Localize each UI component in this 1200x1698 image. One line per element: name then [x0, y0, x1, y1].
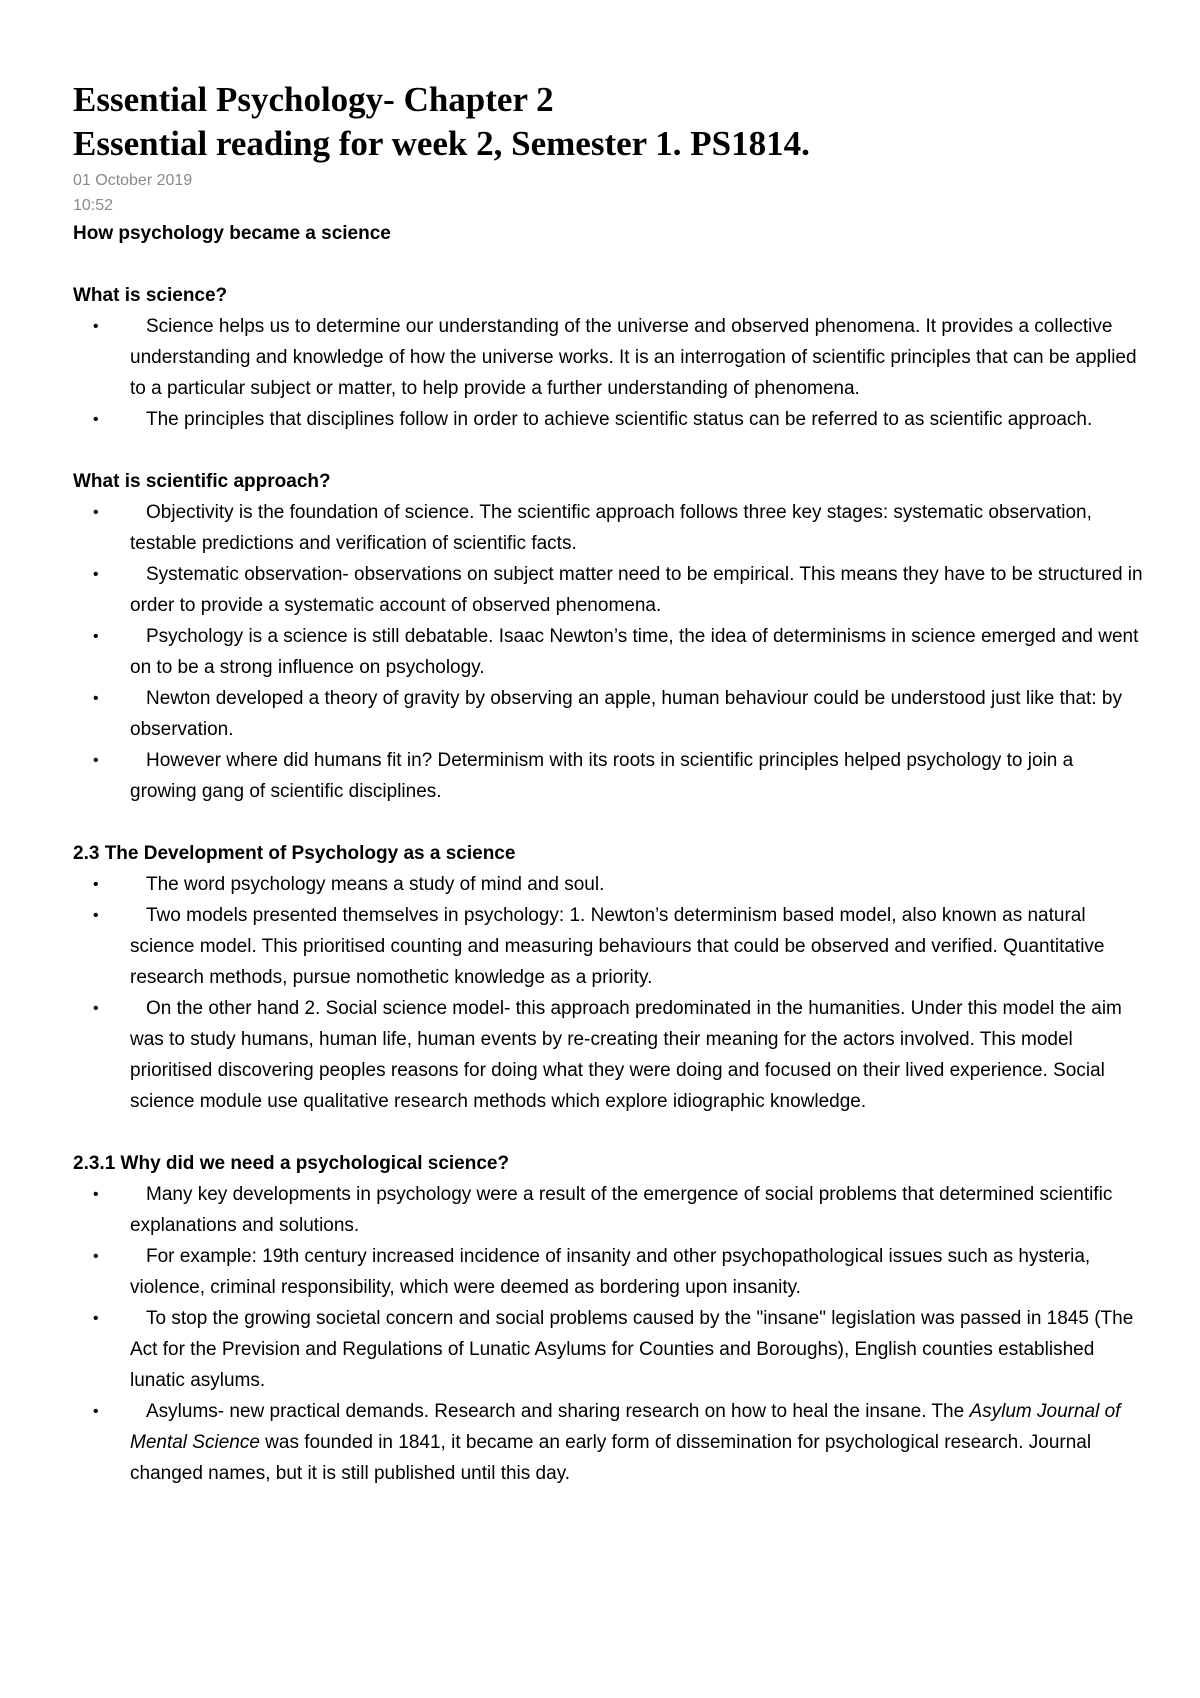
bullet-icon: • — [93, 752, 99, 769]
bullet-icon: • — [93, 1310, 99, 1327]
spacer — [73, 249, 1143, 280]
section-heading-scientific-approach: What is scientific approach? — [73, 471, 331, 492]
list-item: • Psychology is a science is still debatable. Isaac Newton’s time, the idea of determinisms in science emerged and went on to be a strong influence on psychology. — [73, 621, 1143, 683]
spacer — [73, 807, 1143, 838]
bullet-icon: • — [93, 504, 99, 521]
list-item: • Many key developments in psychology were a result of the emergence of social problems that determined scientific explanations and solutions. — [73, 1179, 1143, 1241]
bullet-icon: • — [93, 1000, 99, 1017]
bullet-icon: • — [93, 1403, 99, 1420]
page-title — [73, 78, 1143, 166]
section-heading-what-is-science: What is science? — [73, 285, 228, 306]
section-heading-why-needed: 2.3.1 Why did we need a psychological science? — [73, 1153, 510, 1174]
list-item: • The principles that disciplines follow in order to achieve scientific status can be referred to as scientific approach. — [73, 404, 1143, 435]
bullet-icon: • — [93, 907, 99, 924]
section-heading-development: 2.3 The Development of Psychology as a science — [73, 843, 516, 864]
bullet-list-scientific-approach — [73, 497, 1143, 807]
spacer — [73, 435, 1143, 466]
asylums-text-after: was founded in 1841, it became an early form of dissemination for psychological research. Journal changed names, but it is still published until this day. — [130, 1432, 1092, 1484]
intro-heading: How psychology became a science — [73, 223, 391, 244]
document-page — [73, 78, 1143, 1489]
title-line-1: Essential Psychology- Chapter 2 — [73, 80, 554, 119]
list-item: • The word psychology means a study of mind and soul. — [73, 869, 1143, 900]
list-item: • For example: 19th century increased incidence of insanity and other psychopathological issues such as hysteria, violence, criminal responsibility, which were deemed as bordering upon insanity. — [73, 1241, 1143, 1303]
bullet-list-what-is-science — [73, 311, 1143, 435]
bullet-icon: • — [93, 628, 99, 645]
list-item: • Science helps us to determine our understanding of the universe and observed phenomena. It provides a collective understanding and knowledge of how the universe works. It is an interrogation of scientific principles that can be applied to a particular subject or matter, to help provide a further understanding of phenomena. — [73, 311, 1143, 404]
list-item: • To stop the growing societal concern and social problems caused by the "insane" legislation was passed in 1845 (The Act for the Prevision and Regulations of Lunatic Asylums for Counties and Boroughs), English counties established lunatic asylums. — [73, 1303, 1143, 1396]
bullet-icon: • — [93, 876, 99, 893]
journal-title: Asylum Journal of Mental Science — [130, 1401, 1121, 1453]
bullet-icon: • — [93, 566, 99, 583]
date-stamp: 01 October 2019 — [73, 172, 193, 189]
bullet-icon: • — [93, 1186, 99, 1203]
list-item: • However where did humans fit in? Determinism with its roots in scientific principles helped psychology to join a growing gang of scientific disciplines. — [73, 745, 1143, 807]
time-stamp: 10:52 — [73, 197, 114, 214]
list-item: • On the other hand 2. Social science model- this approach predominated in the humanities. Under this model the aim was to study humans, human life, human events by re-creating their meaning for the actors involved. This model prioritised discovering peoples reasons for doing what they were doing and focused on their lived experience. Social science module use qualitative research methods which explore idiographic knowledge. — [73, 993, 1143, 1117]
list-item: • Two models presented themselves in psychology: 1. Newton’s determinism based model, also known as natural science model. This prioritised counting and measuring behaviours that could be observed and verified. Quantitative research methods, pursue nomothetic knowledge as a priority. — [73, 900, 1143, 993]
asylums-text-before: Asylums- new practical demands. Research and sharing research on how to heal the insane. The — [146, 1401, 970, 1422]
bullet-icon: • — [93, 1248, 99, 1265]
bullet-icon: • — [93, 318, 99, 335]
list-item — [73, 1396, 1143, 1489]
list-item: • Newton developed a theory of gravity by observing an apple, human behaviour could be understood just like that: by observation. — [73, 683, 1143, 745]
list-item: • Objectivity is the foundation of science. The scientific approach follows three key stages: systematic observation, testable predictions and verification of scientific facts. — [73, 497, 1143, 559]
bullet-list-development — [73, 869, 1143, 1117]
bullet-icon: • — [93, 411, 99, 428]
title-line-2: Essential reading for week 2, Semester 1. PS1814. — [73, 124, 810, 163]
spacer — [73, 1117, 1143, 1148]
bullet-list-why-needed — [73, 1179, 1143, 1489]
bullet-icon: • — [93, 690, 99, 707]
list-item: • Systematic observation- observations on subject matter need to be empirical. This means they have to be structured in order to provide a systematic account of observed phenomena. — [73, 559, 1143, 621]
